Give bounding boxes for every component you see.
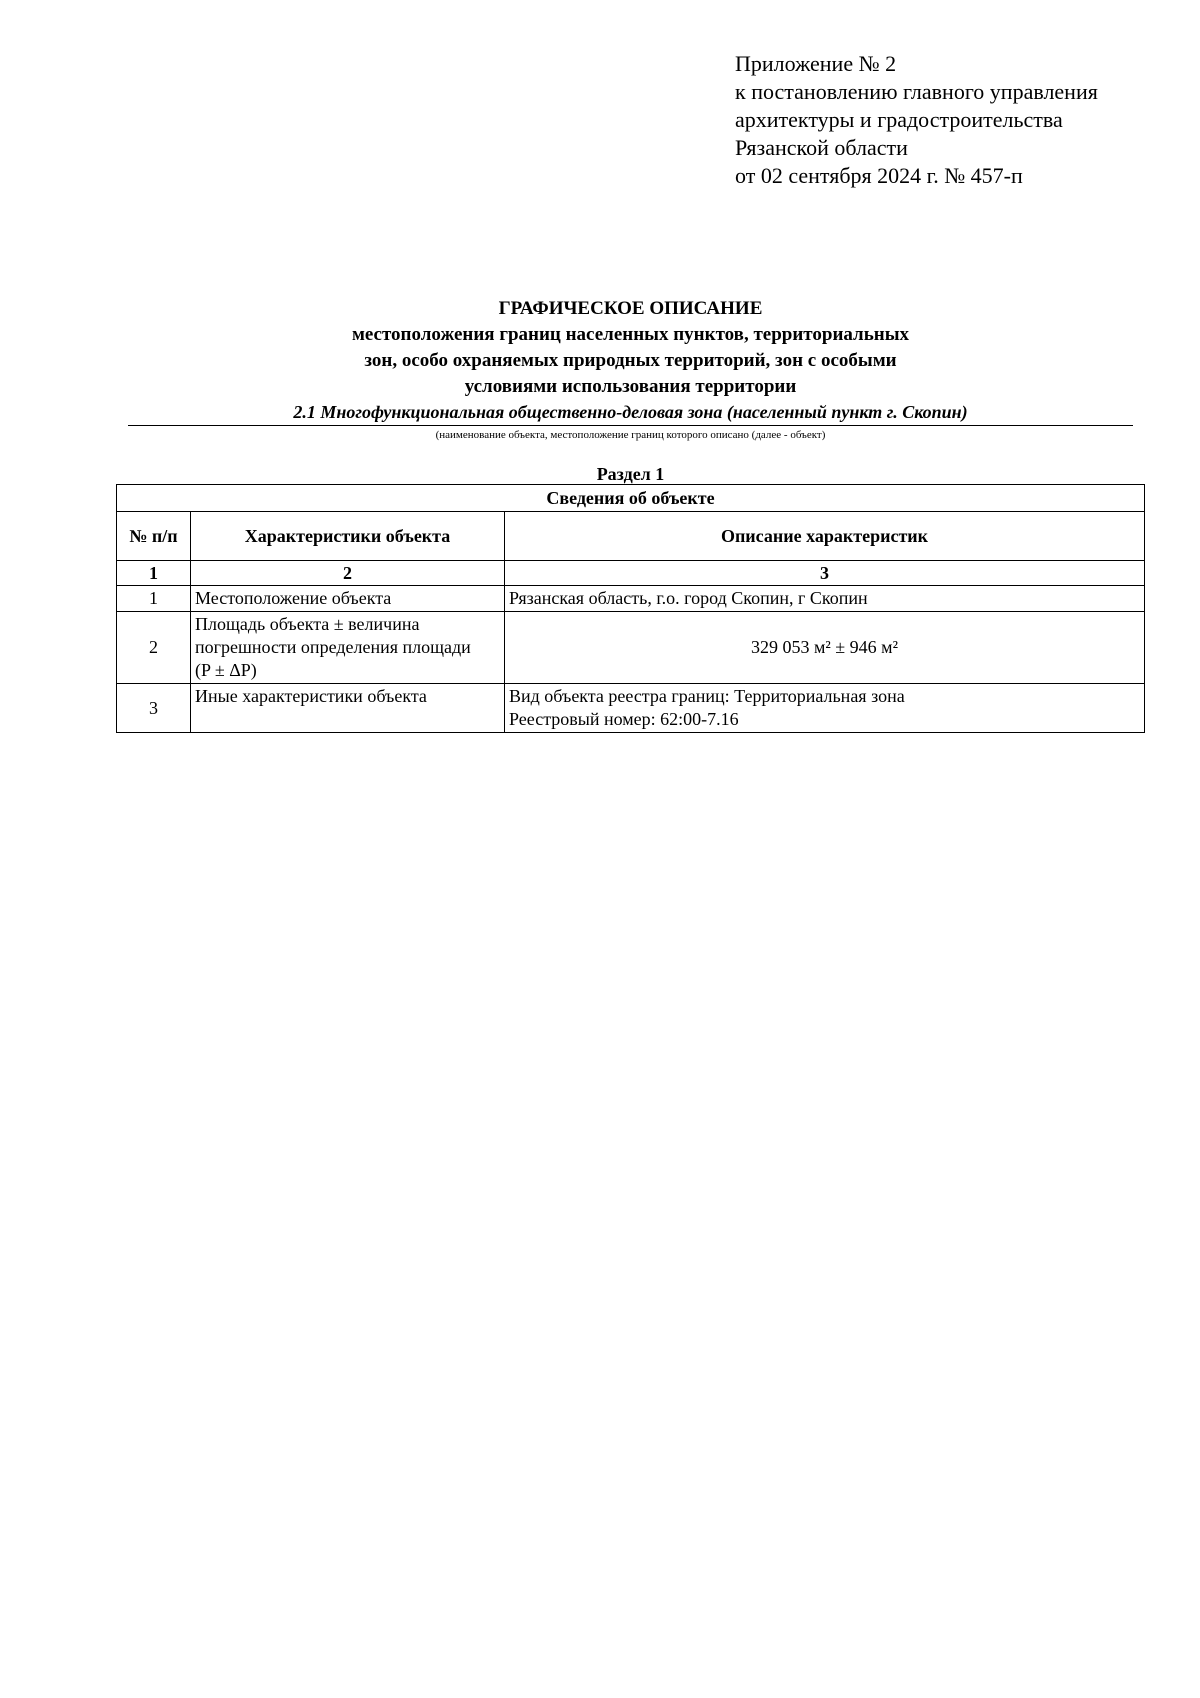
- row-characteristic-line: погрешности определения площади: [195, 637, 471, 657]
- row-description-line: 329 053 м² ± 946 м²: [751, 637, 898, 657]
- header-characteristic: Характеристики объекта: [191, 512, 505, 561]
- table-header-row: [117, 512, 1145, 561]
- appendix-line: архитектуры и градостроительства: [735, 107, 1063, 132]
- header-num: [117, 512, 191, 561]
- appendix-line: Рязанской области: [735, 135, 908, 160]
- document-title-block: [128, 296, 1133, 443]
- column-number: 2: [191, 561, 505, 586]
- document-subtitle-line: местоположения границ населенных пунктов, территориальных: [351, 324, 910, 345]
- row-description-line: Реестровый номер: 62:00-7.16: [509, 709, 739, 729]
- column-number: 3: [505, 561, 1145, 586]
- table-row: [117, 586, 1145, 612]
- appendix-line: от 02 сентября 2024 г. № 457-п: [735, 163, 1023, 188]
- row-description-line: Вид объекта реестра границ: Территориальная зона: [509, 686, 905, 706]
- row-num: 1: [117, 586, 191, 612]
- section-title: Раздел 1: [596, 464, 665, 484]
- row-num: 2: [117, 612, 191, 684]
- row-characteristic: [191, 684, 505, 733]
- row-description-line: Рязанская область, г.о. город Скопин, г Скопин: [509, 588, 868, 608]
- row-description: [505, 586, 1145, 612]
- table-row: [117, 684, 1145, 733]
- table-row: [117, 612, 1145, 684]
- object-info-table: [116, 484, 1145, 733]
- row-characteristic-line: Местоположение объекта: [195, 588, 392, 608]
- header-description: Описание характеристик: [505, 512, 1145, 561]
- column-number-row: [117, 561, 1145, 586]
- column-number: 1: [117, 561, 191, 586]
- row-num: 3: [117, 684, 191, 733]
- appendix-line: Приложение № 2: [735, 51, 897, 76]
- row-characteristic: [191, 586, 505, 612]
- document-title: ГРАФИЧЕСКОЕ ОПИСАНИЕ: [498, 298, 763, 319]
- row-characteristic: [191, 612, 505, 684]
- document-subtitle-line: зон, особо охраняемых природных территорий, зон с особыми: [364, 350, 897, 371]
- table-title: Сведения об объекте: [117, 485, 1145, 512]
- table-title-row: [117, 485, 1145, 512]
- row-description: [505, 684, 1145, 733]
- object-name-caption: (наименование объекта, местоположение границ которого описано (далее - объект): [435, 429, 826, 441]
- row-description: [505, 612, 1145, 684]
- document-subtitle-line: условиями использования территории: [464, 376, 797, 397]
- header-num-text: № п/п: [129, 526, 178, 546]
- object-name: 2.1 Многофункциональная общественно-деловая зона (населенный пункт г. Скопин): [128, 400, 1133, 426]
- row-characteristic-line: (P ± ΔP): [195, 660, 257, 680]
- appendix-line: к постановлению главного управления: [735, 79, 1098, 104]
- row-characteristic-line: Иные характеристики объекта: [195, 686, 427, 706]
- appendix-header: [735, 50, 1098, 190]
- row-characteristic-line: Площадь объекта ± величина: [195, 614, 420, 634]
